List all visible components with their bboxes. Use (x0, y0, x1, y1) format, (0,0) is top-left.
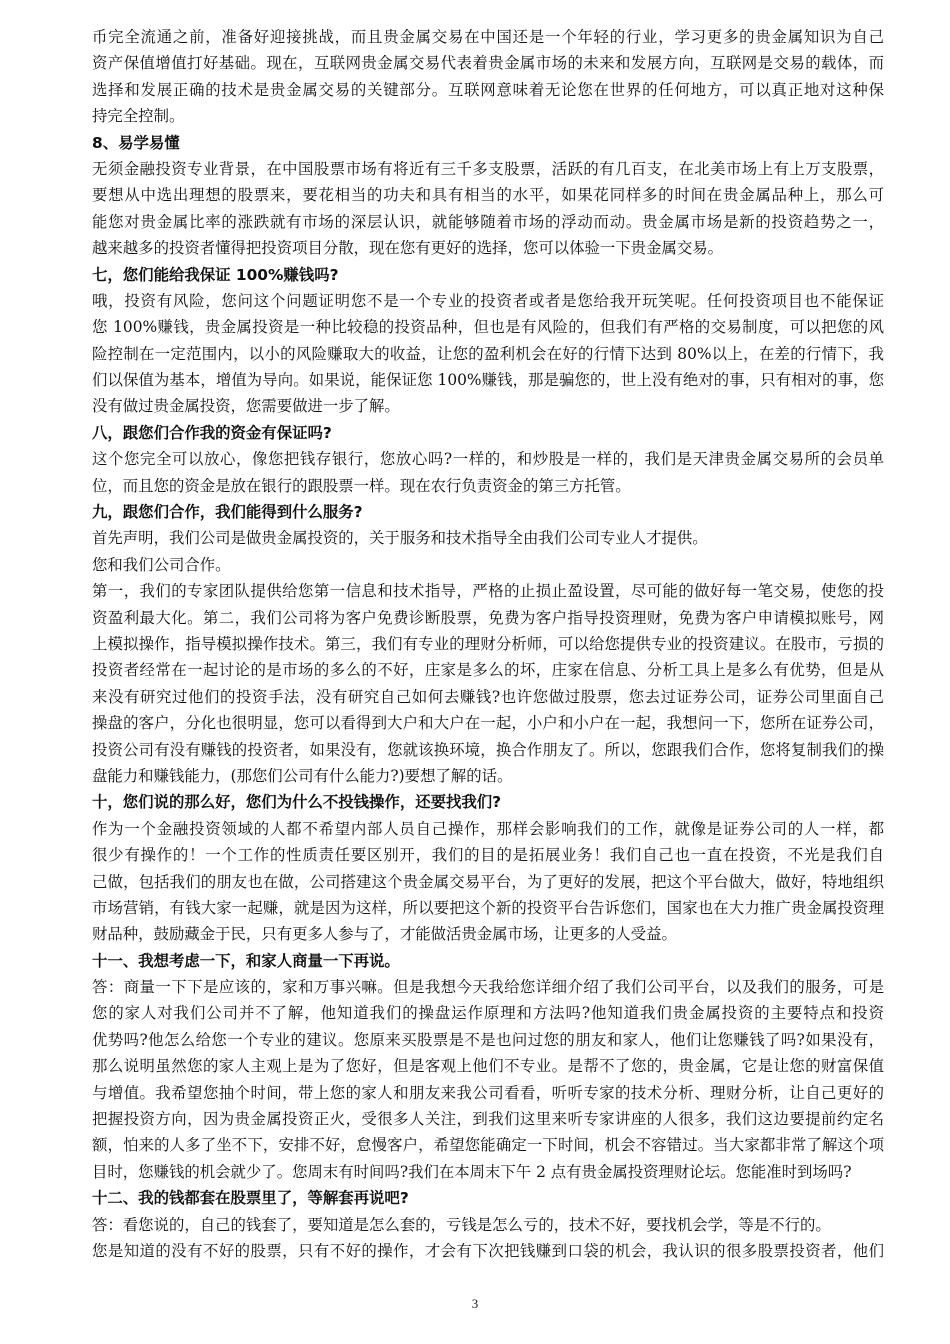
paragraph-line: 资产保值增值打好基础。现在，互联网贵金属交易代表着贵金属市场的未来和发展方向，互联网是交易的载体，而 (92, 54, 884, 73)
paragraph-line: 答：商量一下下是应该的，家和万事兴嘛。但是我想今天我给您详细介绍了我们公司平台，以及我们的服务，可是 (92, 978, 884, 997)
section-heading: 十二、我的钱都套在股票里了，等解套再说吧? (92, 1189, 409, 1208)
document-body (92, 24, 884, 1264)
paragraph (92, 525, 884, 551)
paragraph-line: 投资公司有没有赚钱的投资者，如果没有，您就该换环境，换合作朋友了。所以，您跟我们合作，您将复制我们的操 (92, 740, 884, 759)
paragraph-line: 资盈利最大化。第二，我们公司将为客户免费诊断股票，免费为客户指导投资理财，免费为客户申请模拟账号，网 (92, 608, 884, 627)
section-heading: 八，跟您们合作我的资金有保证吗? (92, 423, 332, 442)
paragraph-line: 们以保值为基本，增值为导向。如果说，能保证您 100%赚钱，那是骗您的，世上没有绝对的事，只有相对的事，您 (92, 371, 884, 390)
page-number: 3 (471, 1296, 479, 1311)
paragraph-line: 盘能力和赚钱能力，(那您们公司有什么能力?)要想了解的话。 (92, 766, 513, 785)
paragraph-line: 要想从中选出理想的股票来，要花相当的功夫和具有相当的水平，如果花同样多的时间在贵金属品种上，那么可 (92, 186, 884, 205)
paragraph-line: 与增值。我希望您抽个时间，带上您的家人和朋友来我公司看看，听听专家的技术分析、理财分析，让自己更好的 (92, 1083, 884, 1102)
paragraph-line: 那么说明虽然您的家人主观上是为了您好，但是客观上他们不专业。是帮不了您的，贵金属，它是让您的财富保值 (92, 1057, 884, 1076)
paragraph-line: 您和我们公司合作。 (92, 555, 231, 574)
paragraph-line: 没有做过贵金属投资，您需要做进一步了解。 (92, 397, 400, 416)
paragraph-line: 很少有操作的！一个工作的性质责任要区别开，我们的目的是拓展业务！我们自己也一直在投资，不光是我们自 (92, 846, 884, 865)
paragraph-line: 额，怕来的人多了坐不下，安排不好，怠慢客户，希望您能确定一下时间，机会不容错过。当大家都非常了解这个项 (92, 1136, 884, 1155)
paragraph-line: 您的家人对我们公司并不了解，他知道我们的操盘运作原理和方法吗?他知道我们贵金属投资的主要特点和投资 (92, 1004, 884, 1023)
paragraph-line: 目时，您赚钱的机会就少了。您周末有时间吗?我们在本周末下午 2 点有贵金属投资理财论坛。您能准时到场吗? (92, 1162, 852, 1181)
paragraph-line: 首先声明，我们公司是做贵金属投资的，关于服务和技术指导全由我们公司专业人才提供。 (92, 529, 708, 548)
paragraph-line: 操盘的客户，分化也很明显，您可以看得到大户和大户在一起，小户和小户在一起，我想问一下，您所在证券公司， (92, 714, 884, 733)
paragraph (92, 974, 884, 1185)
paragraph-line: 上模拟操作，指导模拟操作技术。第三，我们有专业的理财分析师，可以给您提供专业的投资建议。在股市，亏损的 (92, 634, 884, 653)
paragraph-line: 位，而且您的资金是放在银行的跟股票一样。现在农行负责资金的第三方托管。 (92, 476, 631, 495)
section-heading: 8、易学易懂 (92, 133, 180, 152)
paragraph-line: 优势吗?他怎么给您一个专业的建议。您原来买股票是不是也问过您的朋友和家人，他们让您赚钱了吗?如果没有， (92, 1030, 884, 1049)
paragraph-line: 投资者经常在一起讨论的是市场的多么的不好，庄家是多么的坏，庄家在信息、分析工具上是多么有优势，但是从 (92, 661, 884, 680)
paragraph-line: 无须金融投资专业背景，在中国股票市场有将近有三千多支股票，活跃的有几百支，在北美市场上有上万支股票， (92, 159, 884, 178)
paragraph (92, 578, 884, 789)
paragraph-line: 哦，投资有风险，您问这个问题证明您不是一个专业的投资者或者是您给我开玩笑呢。任何投资项目也不能保证 (92, 291, 884, 310)
paragraph-line: 您是知道的没有不好的股票，只有不好的操作，才会有下次把钱赚到口袋的机会，我认识的很多股票投资者，他们 (92, 1241, 884, 1260)
paragraph-line: 作为一个金融投资领域的人都不希望内部人员自己操作，那样会影响我们的工作，就像是证券公司的人一样，都 (92, 819, 884, 838)
paragraph-line: 币完全流通之前，准备好迎接挑战，而且贵金属交易在中国还是一个年轻的行业，学习更多的贵金属知识为自己 (92, 28, 884, 46)
paragraph-line: 这个您完全可以放心，像您把钱存银行，您放心吗?一样的，和炒股是一样的，我们是天津贵金属交易所的会员单 (92, 450, 884, 469)
paragraph-line: 来没有研究过他们的投资手法，没有研究自己如何去赚钱?也许您做过股票，您去过证券公司，证券公司里面自己 (92, 687, 884, 706)
section-heading: 十，您们说的那么好，您们为什么不投钱操作，还要找我们? (92, 793, 502, 812)
paragraph-line: 财品种，鼓励藏金于民，只有更多人参与了，才能做活贵金属市场，让更多的人受益。 (92, 925, 677, 944)
section-heading: 九，跟您们合作，我们能得到什么服务? (92, 503, 363, 522)
paragraph-line: 己做，包括我们的朋友也在做，公司搭建这个贵金属交易平台，为了更好的发展，把这个平台做大，做好，特地组织 (92, 872, 884, 891)
section-heading: 十一、我想考虑一下，和家人商量一下再说。 (92, 951, 400, 970)
section-heading: 七，您们能给我保证 100%赚钱吗? (92, 265, 339, 284)
paragraph (92, 552, 884, 578)
paragraph-line: 险控制在一定范围内，以小的风险赚取大的收益，让您的盈利机会在好的行情下达到 80%以上，在差的行情下，我 (92, 344, 884, 363)
paragraph-line: 把握投资方向，因为贵金属投资正火，受很多人关注，到我们这里来听专家讲座的人很多，我们这边要提前约定名 (92, 1110, 884, 1129)
paragraph (92, 446, 884, 499)
paragraph-line: 市场营销，有钱大家一起赚，就是因为这样，所以要把这个新的投资平台告诉您们，国家也在大力推广贵金属投资理 (92, 898, 884, 917)
paragraph (92, 156, 884, 262)
paragraph (92, 288, 884, 420)
paragraph (92, 1238, 884, 1264)
paragraph-line: 能您对贵金属比率的涨跌就有市场的深层认识，就能够随着市场的浮动而动。贵金属市场是新的投资趋势之一， (92, 212, 884, 231)
paragraph-line: 您 100%赚钱，贵金属投资是一种比较稳的投资品种，但也是有风险的，但我们有严格的交易制度，可以把您的风 (92, 318, 884, 337)
paragraph (92, 1212, 884, 1238)
paragraph (92, 24, 884, 130)
paragraph-line: 持完全控制。 (92, 107, 185, 126)
paragraph-line: 答：看您说的，自己的钱套了，要知道是怎么套的，亏钱是怎么亏的，技术不好，要找机会学，等是不行的。 (92, 1215, 831, 1234)
paragraph (92, 816, 884, 948)
paragraph-line: 选择和发展正确的技术是贵金属交易的关键部分。互联网意味着无论您在世界的任何地方，可以真正地对这种保 (92, 80, 884, 99)
paragraph-line: 第一，我们的专家团队提供给您第一信息和技术指导，严格的止损止盈设置，尽可能的做好每一笔交易，使您的投 (92, 582, 884, 601)
paragraph-line: 越来越多的投资者懂得把投资项目分散，现在您有更好的选择，您可以体验一下贵金属交易。 (92, 239, 724, 258)
